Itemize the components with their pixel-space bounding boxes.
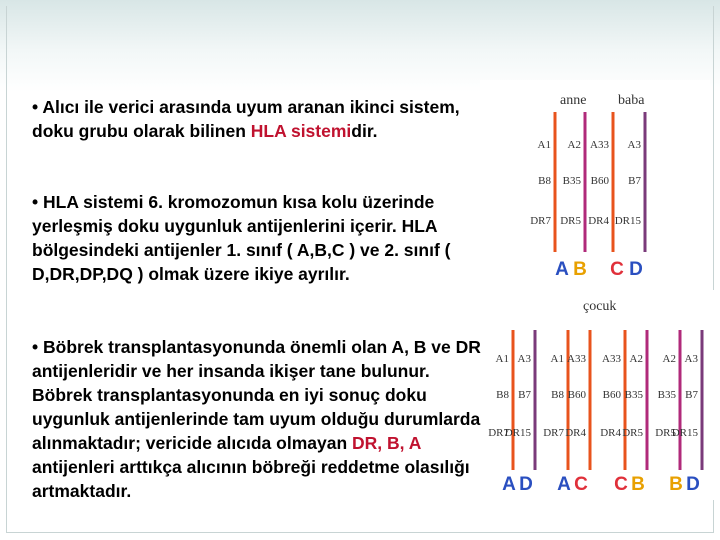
gene-label: DR15 [614,215,641,227]
gene-label: DR15 [671,427,698,439]
gene-label: B8 [538,175,551,187]
gene-label: DR4 [588,215,609,227]
gene-label: A2 [662,353,676,365]
child-haplotype-letter: B [631,474,645,495]
gene-label: A33 [602,353,621,365]
paragraph-text: • Böbrek transplantasyonunda önemli olan A, B ve DR antijenleridir ve her insanda ikişer tane bulunur. Böbrek transplantasyonunda en iyi sonuç doku uygunluk antijenlerinde tam uyum olduğu durumlarda alınmaktadır; vericide alıcıda olmayan [32,337,481,453]
father-label: baba [618,93,645,108]
gene-label: B60 [567,389,586,401]
paragraph-text: • Alıcı ile verici arasında uyum aranan ikinci sistem, doku grubu olarak bilinen [32,97,460,141]
gene-label: DR7 [488,427,509,439]
haplotype-letter: B [573,259,587,280]
parents-hla-figure [480,80,710,285]
gene-label: A3 [627,139,641,151]
child-haplotype-letter: A [557,474,571,495]
child-haplotype-letter: D [686,474,700,495]
paragraph-text: dir. [351,121,378,141]
gene-label: DR4 [600,427,621,439]
child-haplotype-letter: C [574,474,588,495]
gene-label: B35 [624,389,643,401]
highlight-antigens: DR, B, A [352,433,421,453]
child-haplotype-letter: B [669,474,683,495]
gene-label: A3 [517,353,531,365]
gene-label: A2 [629,353,643,365]
child-haplotype-letter: D [519,474,533,495]
child-haplotype-letter: A [502,474,516,495]
gene-label: DR7 [543,427,564,439]
haplotype-letter: D [629,259,643,280]
gene-label: A33 [567,353,586,365]
gene-label: A1 [550,353,564,365]
gene-label: B60 [590,175,609,187]
gene-label: B60 [602,389,621,401]
child-label: çocuk [583,299,617,314]
gene-label: A33 [590,139,609,151]
parents-chromosome-diagram [480,80,710,285]
gene-label: A1 [495,353,509,365]
gene-label: DR7 [530,215,551,227]
gene-label: B8 [496,389,509,401]
gene-label: A3 [684,353,698,365]
paragraph-text: antijenleri arttıkça alıcının böbreği reddetme olasılığı artmaktadır. [32,457,470,501]
gene-label: A2 [567,139,581,151]
gene-label: DR5 [655,427,676,439]
gene-label: B8 [551,389,564,401]
haplotype-letter: C [610,259,624,280]
gene-label: DR4 [565,427,586,439]
gene-label: B7 [518,389,531,401]
haplotype-letter: A [555,259,569,280]
highlight-hla: HLA sistemi [250,121,352,141]
gene-label: A1 [537,139,551,151]
paragraph-kidney-transplant [32,335,482,503]
gene-label: B35 [562,175,581,187]
gene-label: DR15 [504,427,531,439]
child-haplotype-letter: C [614,474,628,495]
children-hla-figure [485,290,715,500]
gene-label: B35 [657,389,676,401]
gene-label: B7 [685,389,698,401]
paragraph-hla-location: • HLA sistemi 6. kromozomun kısa kolu üzerinde yerleşmiş doku uygunluk antijenlerini içerir. HLA bölgesindeki antijenler 1. sınıf ( A,B,C ) ve 2. sınıf ( D,DR,DP,DQ ) olmak üzere ikiye ayrılır. [32,192,451,284]
gene-label: DR5 [560,215,581,227]
gene-label: B7 [628,175,641,187]
mother-label: anne [560,93,587,108]
children-chromosome-diagram [485,290,715,500]
gene-label: DR5 [622,427,643,439]
paragraph-hla-intro [32,95,482,143]
